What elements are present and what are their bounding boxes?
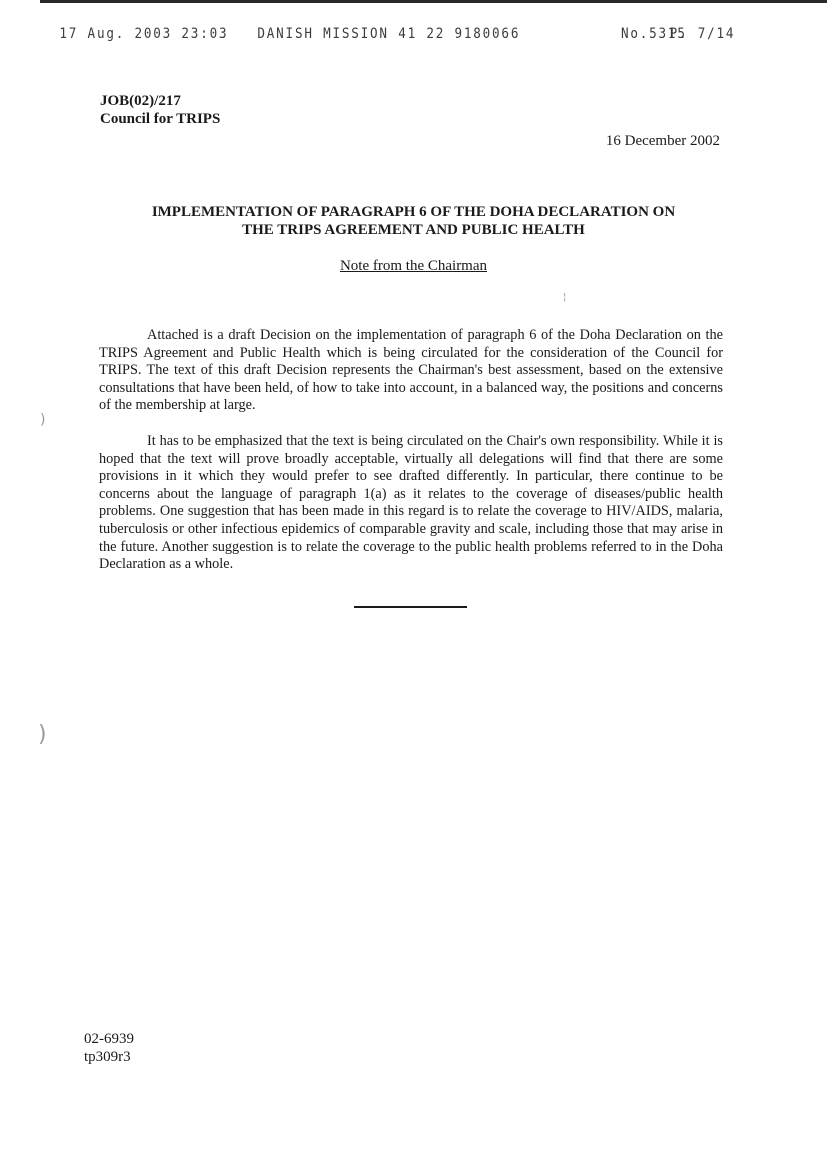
fax-sender: DANISH MISSION 41 22 9180066 xyxy=(257,26,521,42)
job-code: JOB(02)/217 xyxy=(100,93,181,109)
document-date: 16 December 2002 xyxy=(605,133,720,149)
fax-page-count: P. 7/14 xyxy=(669,26,736,42)
scan-mark-left-lower: ) xyxy=(38,722,47,747)
end-of-text-rule xyxy=(354,606,467,608)
fax-transmission-header xyxy=(0,26,744,46)
footer-document-code: 02-6939 xyxy=(84,1031,134,1047)
council-name: Council for TRIPS xyxy=(100,111,221,127)
fax-number: No.5315 xyxy=(621,26,687,42)
footer-file-name: tp309r3 xyxy=(84,1049,131,1065)
document-footer xyxy=(84,1030,134,1066)
fax-date-time: 17 Aug. 2003 23:03 xyxy=(59,26,229,42)
document-subtitle xyxy=(100,258,727,275)
body-paragraph-2: It has to be emphasized that the text is being circulated on the Chair's own responsibility. While it is hoped that the text will prove broadly acceptable, virtually all delegations will find that there are some provisions in it which they would prefer to see drafted differently. In particular, there continue to be concerns about the language of paragraph 1(a) as it relates to the coverage of diseases/public health problems. One suggestion that has been made in this regard is to relate the coverage to HIV/AIDS, malaria, tuberculosis or other infectious epidemics of comparable gravity and scale, including those that may arise in the future. Another suggestion is to relate the coverage to the public health problems referred to in the Doha Declaration as a whole. xyxy=(99,433,723,573)
body-paragraph-1: Attached is a draft Decision on the implementation of paragraph 6 of the Doha Declaration on the TRIPS Agreement and Public Health which is being circulated for the consideration of the Council for TRIPS. The text of this draft Decision represents the Chairman's best assessment, based on the extensive consultations that have been held, of how to take into account, in a balanced way, the positions and concerns of the membership at large. xyxy=(99,327,723,414)
title-line-1: IMPLEMENTATION OF PARAGRAPH 6 OF THE DOHA DECLARATION ON xyxy=(151,204,676,220)
document-title xyxy=(100,203,727,239)
fax-top-border xyxy=(40,0,827,3)
scan-mark-right: ¦ xyxy=(563,292,567,303)
scan-mark-left-upper: ) xyxy=(40,412,46,428)
subtitle-text: Note from the Chairman xyxy=(339,258,488,274)
document-reference xyxy=(100,92,220,128)
title-line-2: THE TRIPS AGREEMENT AND PUBLIC HEALTH xyxy=(242,222,585,238)
